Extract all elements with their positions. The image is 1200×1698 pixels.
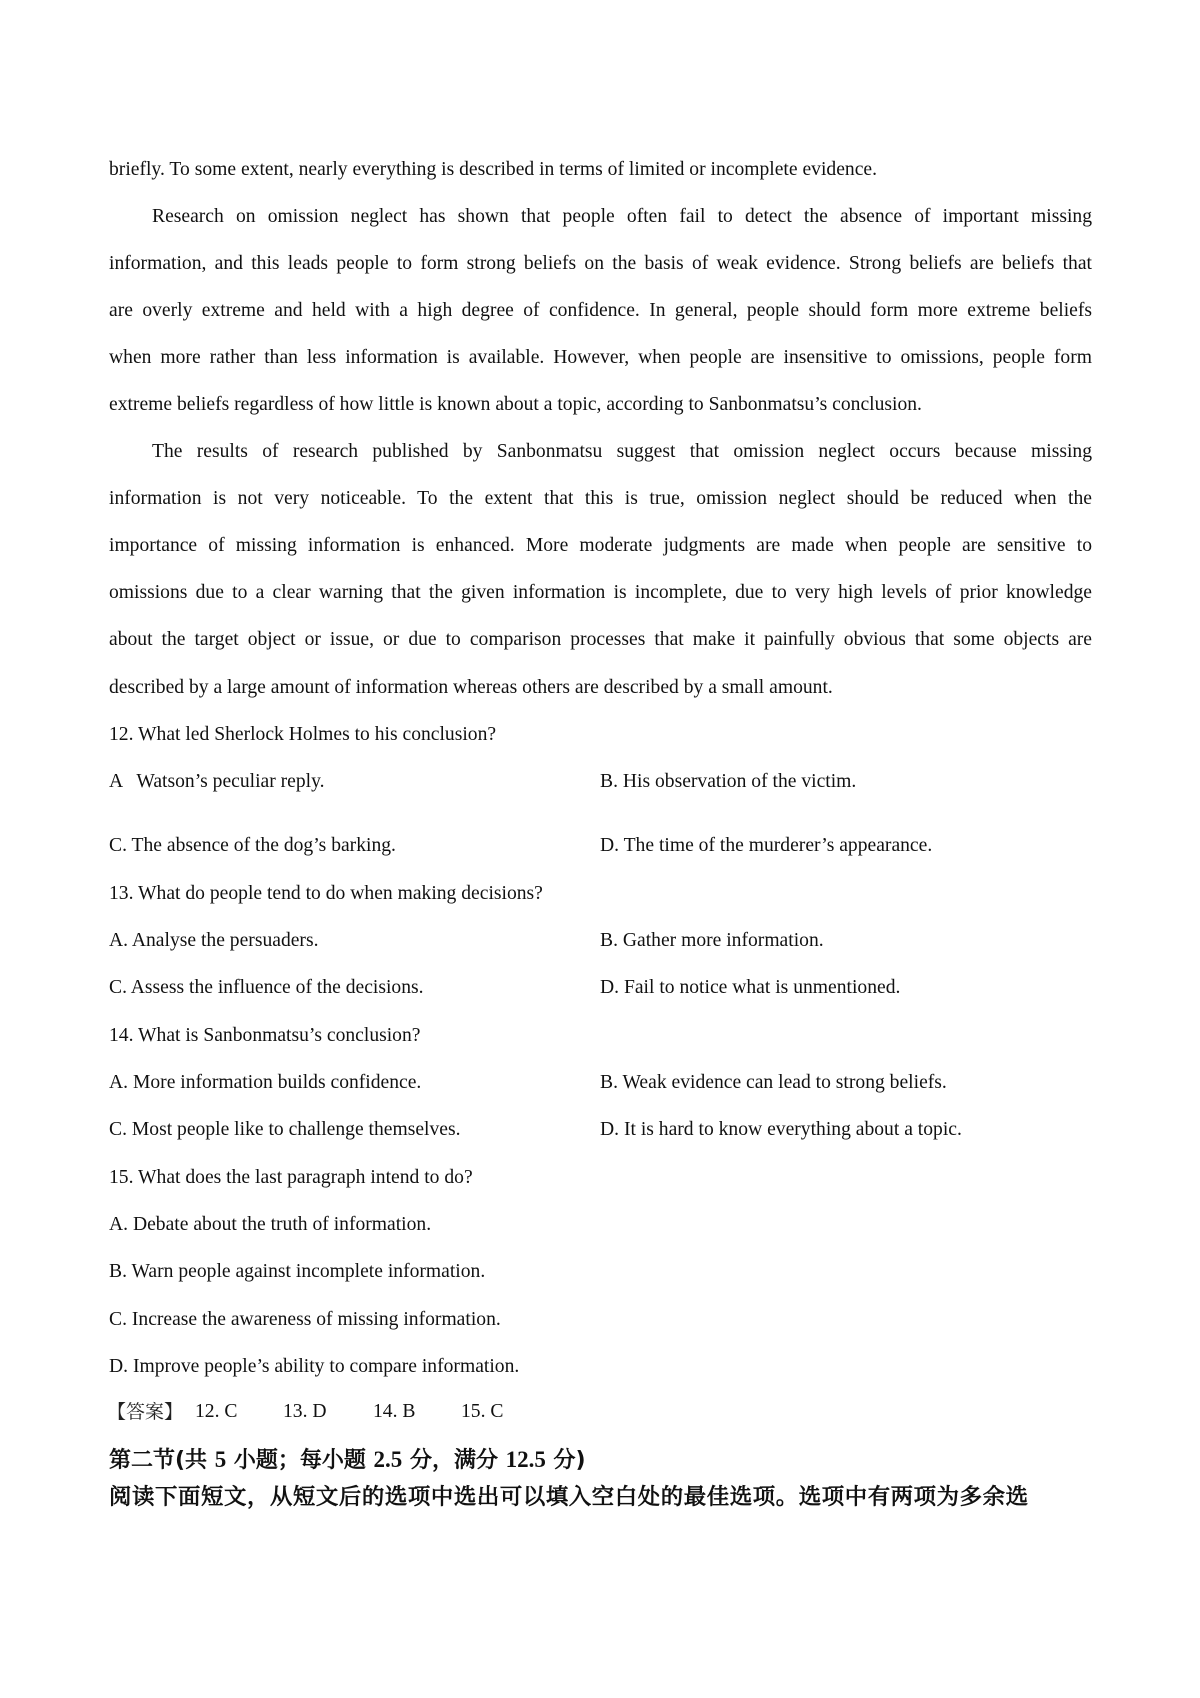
answer-item: 13. D: [283, 1401, 327, 1422]
question-stem: 15. What does the last paragraph intend to do?: [109, 1167, 473, 1188]
heading-text: 小题；每小题: [226, 1448, 374, 1473]
option-b: B. Warn people against incomplete information.: [109, 1261, 486, 1282]
answer-label: 【答案】: [107, 1401, 184, 1423]
passage-line: information is not very noticeable. To the extent that this is true, omission neglect should be reduced when the: [109, 488, 1092, 509]
passage-line: are overly extreme and held with a high degree of confidence. In general, people should form more extreme beliefs: [109, 300, 1092, 321]
answer-item: 15. C: [461, 1401, 504, 1422]
question-stem: 13. What do people tend to do when making decisions?: [109, 883, 543, 904]
heading-text: 第二节(共: [109, 1448, 215, 1473]
heading-text: 分): [545, 1448, 586, 1473]
passage-line: information, and this leads people to form strong beliefs on the basis of weak evidence. Strong beliefs are beliefs that: [109, 253, 1092, 274]
passage-line: about the target object or issue, or due to comparison processes that make it painfully obvious that some objects are: [109, 629, 1092, 650]
option-d: D. Improve people’s ability to compare information.: [109, 1356, 520, 1377]
option-b: B. Gather more information.: [600, 930, 824, 951]
question-stem: 14. What is Sanbonmatsu’s conclusion?: [109, 1025, 421, 1046]
passage-line: described by a large amount of information whereas others are described by a small amount.: [109, 677, 833, 698]
option-a: A. Debate about the truth of information.: [109, 1214, 432, 1235]
answer-item: 14. B: [373, 1401, 416, 1422]
answer-item: 12. C: [195, 1401, 238, 1422]
option-d: D. Fail to notice what is unmentioned.: [600, 977, 901, 998]
option-d: D. It is hard to know everything about a topic.: [600, 1119, 962, 1140]
heading-each-score: 2.5: [373, 1447, 403, 1472]
heading-count: 5: [214, 1447, 227, 1472]
option-a: A Watson’s peculiar reply.: [109, 771, 325, 792]
option-c: C. Increase the awareness of missing information.: [109, 1309, 501, 1330]
option-b: B. His observation of the victim.: [600, 771, 857, 792]
passage-line: Research on omission neglect has shown that people often fail to detect the absence of important missing: [152, 206, 1092, 227]
option-a: A. More information builds confidence.: [109, 1072, 422, 1093]
option-c: C. The absence of the dog’s barking.: [109, 835, 396, 856]
section-instruction: 阅读下面短文，从短文后的选项中选出可以填入空白处的最佳选项。选项中有两项为多余选: [109, 1484, 1029, 1510]
option-a: A. Analyse the persuaders.: [109, 930, 319, 951]
heading-total-score: 12.5: [505, 1447, 546, 1472]
section-heading: [109, 1444, 586, 1476]
heading-text: 分，满分: [402, 1448, 506, 1473]
option-c: C. Most people like to challenge themselves.: [109, 1119, 461, 1140]
passage-line: briefly. To some extent, nearly everything is described in terms of limited or incomplete evidence.: [109, 159, 877, 180]
option-d: D. The time of the murderer’s appearance.: [600, 835, 933, 856]
passage-line: The results of research published by Sanbonmatsu suggest that omission neglect occurs because missing: [152, 441, 1092, 462]
option-b: B. Weak evidence can lead to strong beliefs.: [600, 1072, 947, 1093]
option-c: C. Assess the influence of the decisions.: [109, 977, 424, 998]
passage-line: omissions due to a clear warning that the given information is incomplete, due to very high levels of prior knowledge: [109, 582, 1092, 603]
passage-line: when more rather than less information is available. However, when people are insensitive to omissions, people form: [109, 347, 1092, 368]
passage-line: importance of missing information is enhanced. More moderate judgments are made when people are sensitive to: [109, 535, 1092, 556]
passage-line: extreme beliefs regardless of how little is known about a topic, according to Sanbonmatsu’s conclusion.: [109, 394, 922, 415]
question-stem: 12. What led Sherlock Holmes to his conclusion?: [109, 724, 497, 745]
